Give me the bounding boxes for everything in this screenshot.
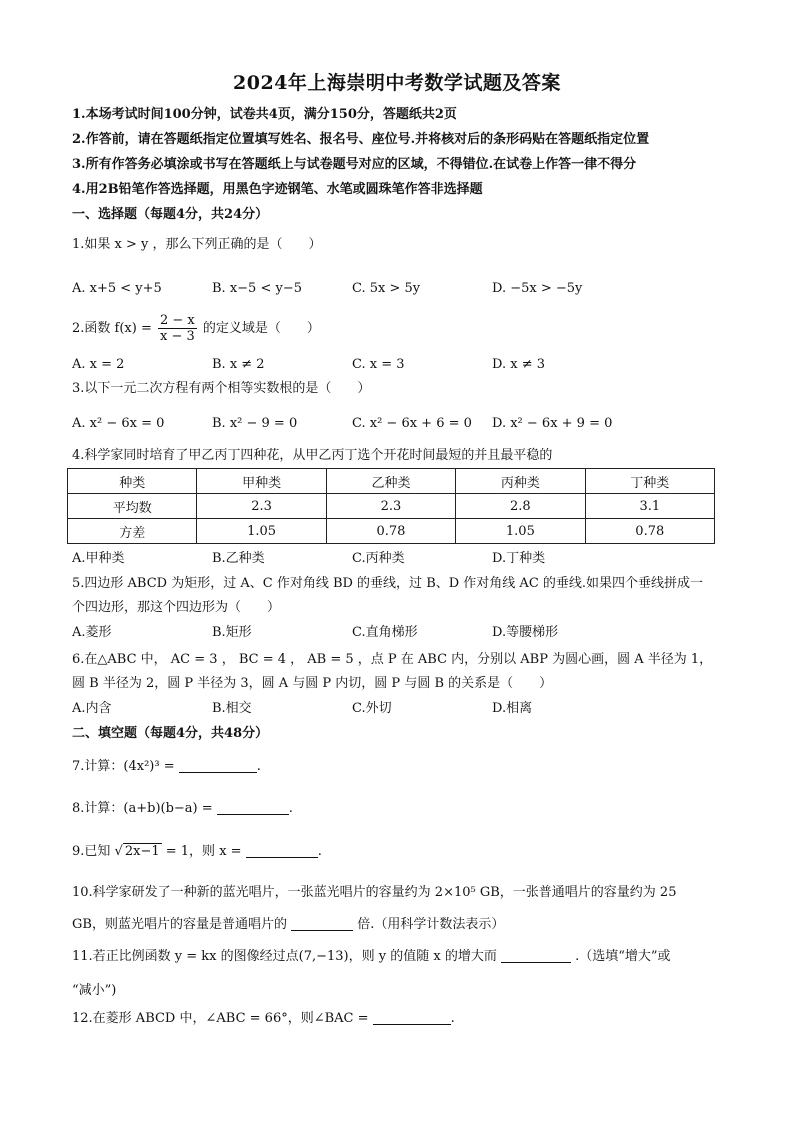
question-7: 7.计算：(4x²)³ = . bbox=[72, 759, 261, 774]
q11-text-a: 11.若正比例函数 y = kx 的图像经过点(7,−13)，则 y 的值随 x 的增大而 bbox=[72, 949, 497, 964]
q9-radicand: 2x−1 bbox=[124, 844, 160, 859]
note-1: 1.本场考试时间100分钟，试卷共4页，满分150分，答题纸共2页 bbox=[72, 107, 457, 122]
q11-answer-blank bbox=[501, 948, 571, 963]
q12-answer-blank bbox=[373, 1010, 451, 1025]
table-cell: 2.3 bbox=[197, 494, 326, 519]
table-cell: 1.05 bbox=[456, 519, 585, 544]
question-1-stem: 1.如果 x > y ，那么下列正确的是（ ） bbox=[72, 237, 322, 252]
table-row bbox=[68, 519, 715, 544]
table-cell: 丙种类 bbox=[456, 469, 585, 494]
table-row bbox=[68, 494, 715, 519]
question-3-stem: 3.以下一元二次方程有两个相等实数根的是（ ） bbox=[72, 381, 371, 396]
q5-option-c: C.直角梯形 bbox=[352, 625, 418, 640]
q1-option-b: B. x−5 < y−5 bbox=[212, 281, 302, 296]
q6-option-d: D.相离 bbox=[492, 701, 533, 716]
q4-option-c: C.丙种类 bbox=[352, 551, 405, 566]
q11-text-b: .（选填“增大”或 bbox=[575, 949, 671, 964]
q5-option-b: B.矩形 bbox=[212, 625, 252, 640]
q2-option-d: D. x ≠ 3 bbox=[492, 357, 545, 372]
question-5-line-2: 个四边形，那这个四边形为（ ） bbox=[72, 600, 281, 615]
q7-text: 7.计算：(4x²)³ = bbox=[72, 759, 175, 774]
q4-option-a: A.甲种类 bbox=[72, 551, 125, 566]
q6-option-b: B.相交 bbox=[212, 701, 252, 716]
q6-option-c: C.外切 bbox=[352, 701, 392, 716]
q2-numerator: 2 − x bbox=[160, 313, 195, 328]
question-2-stem bbox=[72, 313, 320, 344]
section-heading-choice: 一、选择题（每题4分，共24分） bbox=[72, 207, 269, 222]
q10-answer-blank bbox=[291, 916, 353, 931]
note-4: 4.用2B铅笔作答选择题，用黑色字迹钢笔、水笔或圆珠笔作答非选择题 bbox=[72, 182, 483, 197]
table-header-row bbox=[68, 469, 715, 494]
table-cell: 甲种类 bbox=[197, 469, 326, 494]
q5-option-d: D.等腰梯形 bbox=[492, 625, 559, 640]
q1-option-a: A. x+5 < y+5 bbox=[72, 281, 162, 296]
q2-prefix: 2.函数 f(x) = bbox=[72, 321, 152, 336]
q2-option-c: C. x = 3 bbox=[352, 357, 405, 372]
table-cell: 2.3 bbox=[326, 494, 455, 519]
q8-answer-blank bbox=[217, 800, 289, 815]
question-6-line-1: 6.在△ABC 中， AC = 3 ， BC = 4 ， AB = 5 ，点 P 在 ABC 内，分别以 ABP 为圆心画，圆 A 半径为 1， bbox=[72, 652, 713, 667]
section-heading-fill: 二、填空题（每题4分，共48分） bbox=[72, 726, 269, 741]
q2-option-a: A. x = 2 bbox=[72, 357, 125, 372]
q7-answer-blank bbox=[179, 758, 257, 773]
q9-sqrt: √ 2x−1 bbox=[114, 844, 160, 859]
table-cell: 0.78 bbox=[326, 519, 455, 544]
question-11-line-1 bbox=[72, 948, 671, 966]
q3-option-b: B. x² − 9 = 0 bbox=[212, 416, 298, 431]
q10-text-b: 倍.（用科学计数法表示） bbox=[357, 917, 505, 932]
q3-option-a: A. x² − 6x = 0 bbox=[72, 416, 165, 431]
table-cell: 3.1 bbox=[585, 494, 714, 519]
table-cell: 方差 bbox=[68, 519, 197, 544]
q2-fraction bbox=[158, 313, 197, 344]
question-10-line-2 bbox=[72, 916, 504, 934]
page-title: 2024年上海崇明中考数学试题及答案 bbox=[233, 72, 561, 94]
q8-text: 8.计算：(a+b)(b−a) = bbox=[72, 801, 213, 816]
q3-option-c: C. x² − 6x + 6 = 0 bbox=[352, 416, 472, 431]
q12-text: 12.在菱形 ABCD 中，∠ABC = 66°，则∠BAC = bbox=[72, 1011, 369, 1026]
q9-prefix: 9.已知 bbox=[72, 844, 111, 859]
note-2: 2.作答前，请在答题纸指定位置填写姓名、报名号、座位号.并将核对后的条形码贴在答题纸指定位置 bbox=[72, 132, 650, 147]
table-cell: 种类 bbox=[68, 469, 197, 494]
question-10-line-1: 10.科学家研发了一种新的蓝光唱片，一张蓝光唱片的容量约为 2×10⁵ GB，一张普通唱片的容量约为 25 bbox=[72, 885, 677, 900]
question-6-line-2: 圆 B 半径为 2，圆 P 半径为 3，圆 A 与圆 P 内切，圆 P 与圆 B 的关系是（ ） bbox=[72, 676, 553, 691]
q1-option-c: C. 5x > 5y bbox=[352, 281, 421, 296]
table-cell: 丁种类 bbox=[585, 469, 714, 494]
q5-option-a: A.菱形 bbox=[72, 625, 112, 640]
q6-option-a: A.内含 bbox=[72, 701, 112, 716]
question-8: 8.计算：(a+b)(b−a) = . bbox=[72, 801, 293, 816]
table-cell: 乙种类 bbox=[326, 469, 455, 494]
q3-option-d: D. x² − 6x + 9 = 0 bbox=[492, 416, 613, 431]
q2-suffix: 的定义域是（ ） bbox=[202, 321, 320, 336]
q1-option-d: D. −5x > −5y bbox=[492, 281, 583, 296]
question-4-stem: 4.科学家同时培育了甲乙丙丁四种花，从甲乙丙丁选个开花时间最短的并且最平稳的 bbox=[72, 448, 553, 463]
q10-text-a: GB，则蓝光唱片的容量是普通唱片的 bbox=[72, 917, 287, 932]
table-cell: 2.8 bbox=[456, 494, 585, 519]
question-9: 9.已知 √ 2x−1 = 1，则 x = . bbox=[72, 844, 322, 859]
q4-data-table bbox=[67, 468, 715, 544]
q4-option-d: D.丁种类 bbox=[492, 551, 546, 566]
note-3: 3.所有作答务必填涂或书写在答题纸上与试卷题号对应的区域，不得错位.在试卷上作答一律不得分 bbox=[72, 157, 637, 172]
question-5-line-1: 5.四边形 ABCD 为矩形，过 A、C 作对角线 BD 的垂线，过 B、D 作对角线 AC 的垂线.如果四个垂线拼成一 bbox=[72, 576, 704, 591]
q4-option-b: B.乙种类 bbox=[212, 551, 265, 566]
question-12: 12.在菱形 ABCD 中，∠ABC = 66°，则∠BAC = . bbox=[72, 1011, 455, 1026]
q9-suffix: = 1，则 x = bbox=[165, 844, 242, 859]
table-cell: 1.05 bbox=[197, 519, 326, 544]
q2-denominator: x − 3 bbox=[160, 329, 195, 344]
q2-option-b: B. x ≠ 2 bbox=[212, 357, 265, 372]
q9-answer-blank bbox=[246, 843, 318, 858]
table-cell: 平均数 bbox=[68, 494, 197, 519]
table-cell: 0.78 bbox=[585, 519, 714, 544]
question-11-line-2: “减小”) bbox=[72, 983, 117, 998]
